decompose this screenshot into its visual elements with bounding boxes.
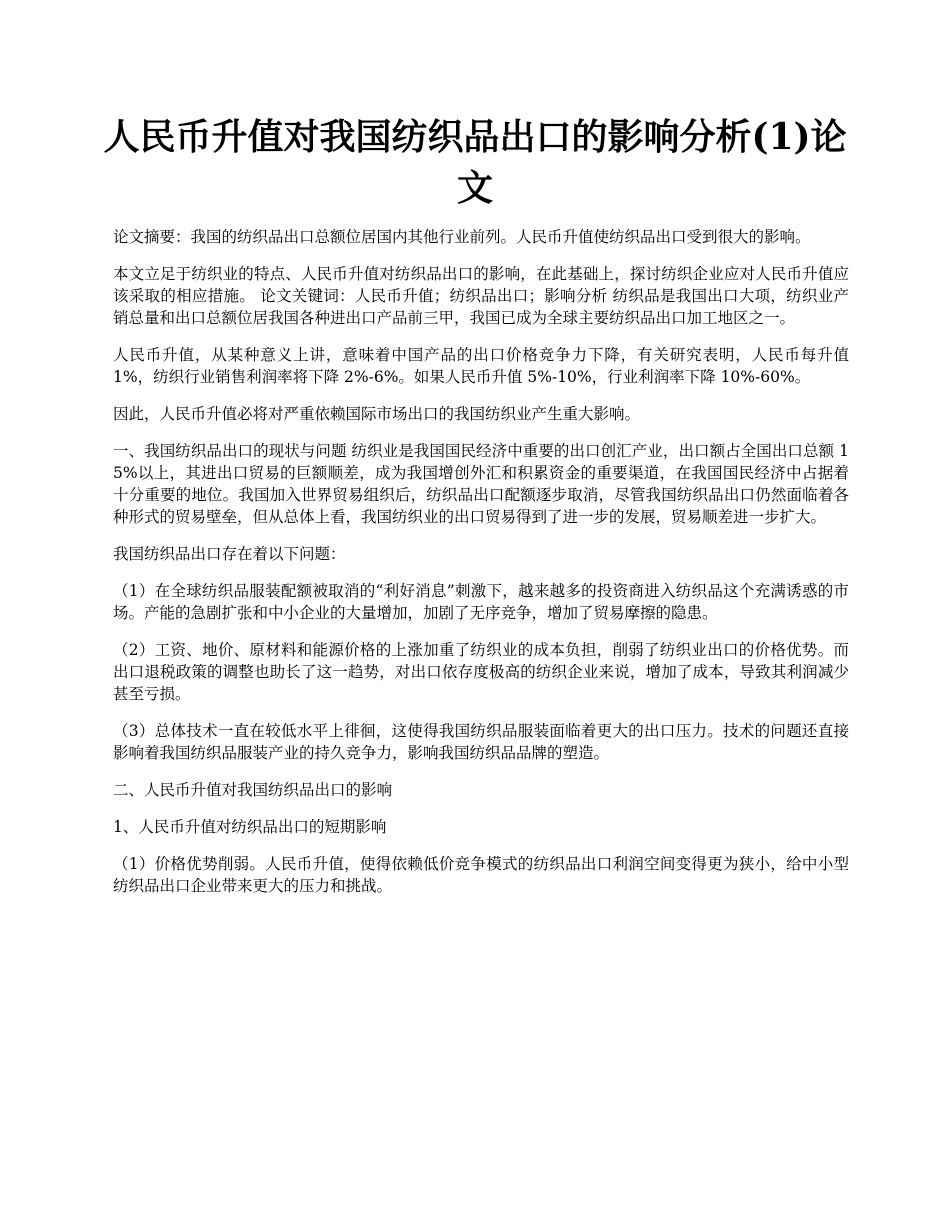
paragraph-price-advantage: （1）价格优势削弱。人民币升值，使得依赖低价竞争模式的纺织品出口利润空间变得更为狭小，给中小型纺织品出口企业带来更大的压力和挑战。 bbox=[113, 855, 849, 895]
document-title: 人民币升值对我国纺织品出口的影响分析(1)论文 bbox=[103, 116, 847, 209]
paragraph-appreciation-impact: 人民币升值，从某种意义上讲，意味着中国产品的出口价格竞争力下降，有关研究表明，人民币每升值 1%，纺织行业销售利润率将下降 2%-6%。如果人民币升值 5%-10%，行业利润率下降 10%-60%。 bbox=[113, 346, 849, 386]
paragraph-section-one: 一、我国纺织品出口的现状与问题 纺织业是我国国民经济中重要的出口创汇产业，出口额占全国出口总额 15%以上，其进出口贸易的巨额顺差，成为我国增创外汇和积累资金的重要渠道，在我国国民经济中占据着十分重要的地位。我国加入世界贸易组织后，纺织品出口配额逐步取消，尽管我国纺织品出口仍然面临着各种形式的贸易壁垒，但从总体上看，我国纺织业的出口贸易得到了进一步的发展，贸易顺差进一步扩大。 bbox=[113, 442, 849, 526]
paragraph-intro: 本文立足于纺织业的特点、人民币升值对纺织品出口的影响，在此基础上，探讨纺织企业应对人民币升值应该采取的相应措施。 论文关键词：人民币升值；纺织品出口；影响分析 纺织品是我国出口大项，纺织业产销总量和出口总额位居我国各种进出口产品前三甲，我国已成为全球主要纺织品出口加工地区之一。 bbox=[113, 265, 849, 327]
paragraph-problems-heading: 我国纺织品出口存在着以下问题： bbox=[113, 545, 346, 563]
paragraph-abstract: 论文摘要：我国的纺织品出口总额位居国内其他行业前列。人民币升值使纺织品出口受到很大的影响。 bbox=[113, 228, 811, 246]
subsection-heading-short-term: 1、人民币升值对纺织品出口的短期影响 bbox=[113, 818, 387, 836]
paragraph-problem-1: （1）在全球纺织品服装配额被取消的“利好消息”刺激下，越来越多的投资商进入纺织品这个充满诱惑的市场。产能的急剧扩张和中小企业的大量增加，加剧了无序竞争，增加了贸易摩擦的隐患。 bbox=[113, 582, 849, 622]
section-heading-two: 二、人民币升值对我国纺织品出口的影响 bbox=[113, 781, 393, 799]
document-body bbox=[113, 226, 849, 912]
paragraph-problem-2: （2）工资、地价、原材料和能源价格的上涨加重了纺织业的成本负担，削弱了纺织业出口的价格优势。而出口退税政策的调整也助长了这一趋势，对出口依存度极高的纺织企业来说，增加了成本，导致其利润减少甚至亏损。 bbox=[113, 641, 849, 703]
paragraph-conclusion: 因此，人民币升值必将对严重依赖国际市场出口的我国纺织业产生重大影响。 bbox=[113, 405, 641, 423]
paragraph-problem-3: （3）总体技术一直在较低水平上徘徊，这使得我国纺织品服装面临着更大的出口压力。技术的问题还直接影响着我国纺织品服装产业的持久竞争力，影响我国纺织品品牌的塑造。 bbox=[113, 722, 849, 762]
